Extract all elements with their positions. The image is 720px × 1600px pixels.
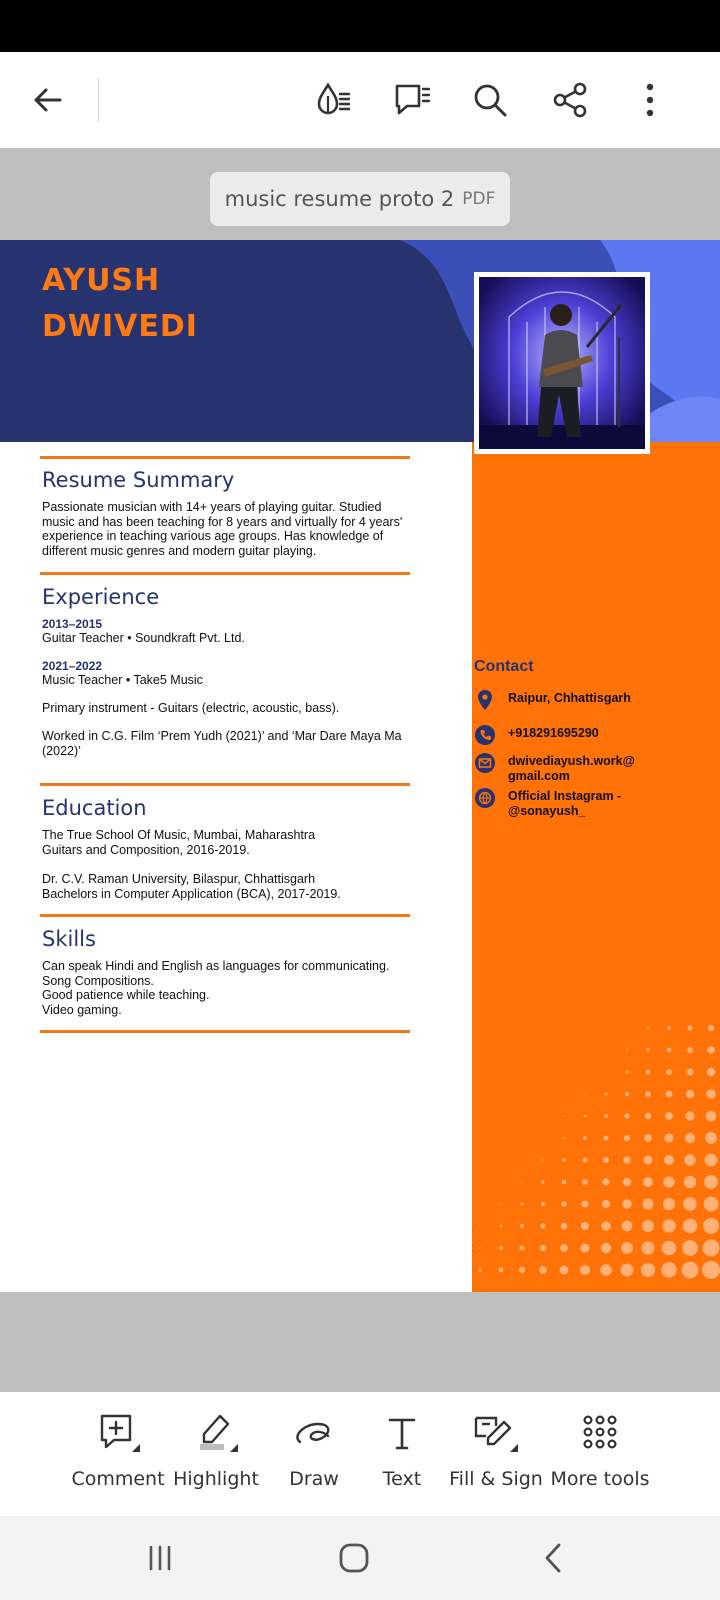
profile-photo-image — [479, 277, 645, 449]
tool-label: Draw — [289, 1468, 339, 1490]
education-entry-2 — [42, 872, 412, 901]
summary-heading: Resume Summary — [42, 468, 235, 492]
tool-fill-sign[interactable] — [446, 1412, 546, 1490]
summary-text: Passionate musician with 14+ years of playing guitar. Studied music and has been teaching for 8 years and virtually for 4 years' experience in teaching various age groups. Has knowledge of different music genres and modern guitar playing. — [42, 500, 403, 558]
globe-icon — [474, 787, 496, 809]
system-back-button[interactable] — [524, 1534, 584, 1582]
section-divider — [40, 783, 410, 786]
skills-heading: Skills — [42, 927, 96, 951]
education-entry-1 — [42, 828, 412, 857]
job-1-role: Guitar Teacher • Soundkraft Pvt. Ltd. — [42, 631, 245, 645]
name-line-first: AYUSH — [42, 263, 161, 298]
more-tools-icon — [574, 1412, 626, 1456]
education-2-detail: Bachelors in Computer Application (BCA), 2017-2019. — [42, 886, 341, 901]
tool-label: Highlight — [173, 1468, 259, 1490]
fill-sign-icon — [470, 1412, 522, 1456]
skills-list — [42, 959, 412, 1017]
contact-email — [474, 752, 720, 784]
tool-label: Fill & Sign — [449, 1468, 543, 1490]
system-navigation-bar — [0, 1516, 720, 1600]
phone-text: +918291695290 — [508, 726, 599, 740]
social-line-1: Official Instagram - — [508, 789, 622, 803]
skill-item: Good patience while teaching. — [42, 988, 210, 1002]
resume-name — [42, 258, 198, 350]
document-type-badge: PDF — [462, 189, 496, 209]
social-line-2: @sonayush_ — [508, 804, 586, 818]
home-icon — [337, 1541, 371, 1575]
document-title-chip — [210, 172, 510, 226]
comment-icon — [92, 1412, 144, 1456]
more-options-icon — [644, 82, 656, 118]
experience-note-instrument: Primary instrument - Guitars (electric, acoustic, bass). — [42, 701, 340, 715]
reading-mode-button[interactable] — [310, 76, 358, 124]
education-1-school: The True School Of Music, Mumbai, Maharashtra — [42, 828, 316, 842]
name-line-last: DWIVEDI — [42, 309, 198, 344]
more-options-button[interactable] — [626, 76, 674, 124]
skill-item: Can speak Hindi and English as languages for communicating. — [42, 959, 390, 973]
share-button[interactable] — [546, 76, 594, 124]
highlight-icon — [190, 1412, 242, 1456]
email-text — [508, 754, 635, 784]
reading-mode-icon — [313, 79, 355, 121]
tool-label: Text — [382, 1468, 422, 1490]
profile-photo — [474, 272, 650, 454]
job-1-years: 2013–2015 — [42, 617, 103, 631]
draw-icon — [288, 1412, 340, 1456]
skill-item: Video gaming. — [42, 1002, 122, 1017]
location-text: Raipur, Chhattisgarh — [508, 691, 631, 705]
tool-highlight[interactable] — [173, 1412, 259, 1490]
text-icon — [376, 1412, 428, 1456]
top-toolbar — [0, 52, 720, 148]
status-bar — [0, 0, 720, 52]
education-1-detail: Guitars and Composition, 2016-2019. — [42, 842, 250, 857]
section-divider — [40, 572, 410, 575]
search-button[interactable] — [466, 76, 514, 124]
section-divider — [40, 456, 410, 459]
comments-list-button[interactable] — [388, 76, 436, 124]
toolbar-divider — [98, 78, 99, 122]
bottom-tools-bar — [0, 1392, 720, 1516]
comments-list-icon — [391, 79, 433, 121]
contact-heading: Contact — [474, 658, 534, 675]
search-icon — [470, 80, 510, 120]
back-button[interactable] — [24, 76, 72, 124]
email-icon — [474, 752, 496, 774]
education-heading: Education — [42, 796, 147, 820]
contact-location — [474, 689, 720, 711]
education-2-school: Dr. C.V. Raman University, Bilaspur, Chhattisgarh — [42, 872, 316, 886]
tool-comment[interactable] — [71, 1412, 165, 1490]
recent-apps-icon — [145, 1543, 175, 1573]
pdf-page — [0, 240, 720, 1292]
recent-apps-button[interactable] — [130, 1534, 190, 1582]
tool-draw[interactable] — [284, 1412, 344, 1490]
system-back-icon — [539, 1541, 569, 1575]
contact-phone — [474, 724, 720, 746]
document-name: music resume proto 2 — [224, 187, 455, 211]
email-line-2: gmail.com — [508, 769, 570, 783]
home-button[interactable] — [324, 1534, 384, 1582]
job-2-years: 2021–2022 — [42, 659, 103, 673]
tool-label: More tools — [550, 1468, 650, 1490]
skill-item: Song Compositions. — [42, 973, 154, 988]
experience-heading: Experience — [42, 585, 160, 609]
section-divider — [40, 914, 410, 917]
social-text — [508, 789, 621, 819]
halftone-dot-pattern — [472, 1020, 720, 1292]
job-2-role: Music Teacher • Take5 Music — [42, 673, 203, 687]
experience-note-film: Worked in C.G. Film ‘Prem Yudh (2021)’ and ‘Mar Dare Maya Ma (2022)’ — [42, 729, 402, 758]
back-arrow-icon — [30, 82, 66, 118]
tool-label: Comment — [71, 1468, 165, 1490]
email-line-1: dwivediayush.work@ — [508, 754, 635, 768]
phone-icon — [474, 724, 496, 746]
location-pin-icon — [474, 689, 496, 711]
section-divider — [40, 1030, 410, 1033]
contact-social — [474, 787, 720, 819]
tool-text[interactable] — [372, 1412, 432, 1490]
share-icon — [550, 80, 590, 120]
tool-more-tools[interactable] — [548, 1412, 652, 1490]
document-viewer[interactable] — [0, 148, 720, 1392]
